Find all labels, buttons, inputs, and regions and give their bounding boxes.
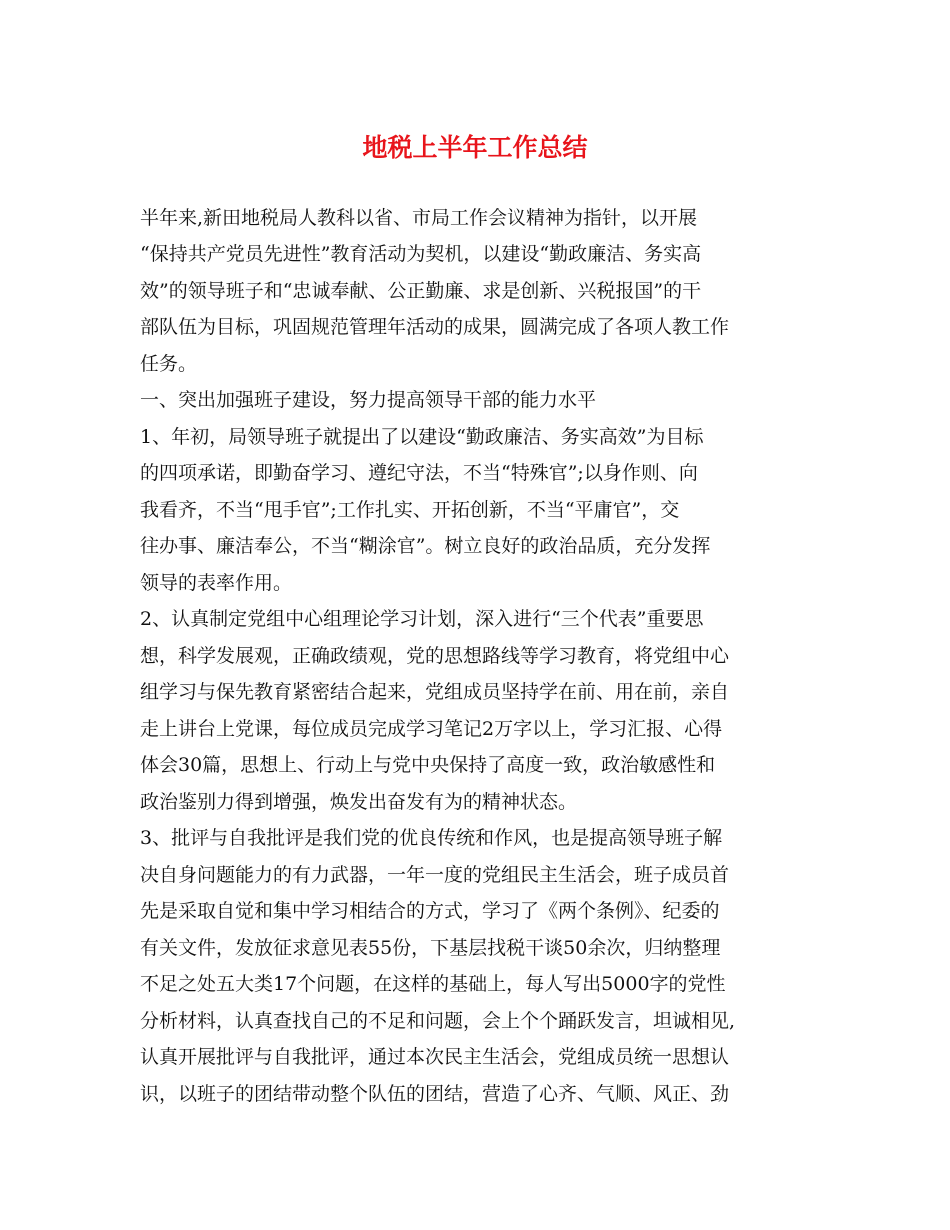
body-line: 的四项承诺，即勤奋学习、遵纪守法，不当“特殊官”;以身作则、向 — [140, 462, 698, 484]
body-line: 2、认真制定党组中心组理论学习计划，深入进行“三个代表”重要思 — [140, 608, 704, 630]
body-line: 1、年初，局领导班子就提出了以建设“勤政廉洁、务实高效”为目标 — [140, 426, 704, 448]
body-line: 认真开展批评与自我批评，通过本次民主生活会，党组成员统一思想认 — [140, 1046, 730, 1068]
body-line: 半年来,新田地税局人教科以省、市局工作会议精神为指针，以开展 — [140, 207, 698, 229]
body-line: 政治鉴别力得到增强，焕发出奋发有为的精神状态。 — [140, 791, 578, 813]
body-line: 不足之处五大类17个问题，在这样的基础上，每人写出5000字的党性 — [140, 973, 726, 995]
body-line: 往办事、廉洁奉公，不当“糊涂官”。树立良好的政治品质，充分发挥 — [140, 535, 711, 557]
body-line: 决自身问题能力的有力武器，一年一度的党组民主生活会，班子成员首 — [140, 864, 730, 886]
section-heading: 一、突出加强班子建设，努力提高领导干部的能力水平 — [140, 389, 597, 411]
document-title: 地税上半年工作总结 — [362, 133, 588, 162]
body-line: 部队伍为目标，巩固规范管理年活动的成果，圆满完成了各项人教工作 — [140, 316, 730, 338]
body-line: 有关文件，发放征求意见表55份，下基层找税干谈50余次，归纳整理 — [140, 937, 721, 959]
body-line: 分析材料，认真查找自己的不足和问题，会上个个踊跃发言，坦诚相见, — [140, 1010, 736, 1032]
body-line: 组学习与保先教育紧密结合起来，党组成员坚持学在前、用在前，亲自 — [140, 681, 730, 703]
body-line: 任务。 — [140, 353, 198, 375]
body-line: 我看齐，不当“甩手官”;工作扎实、开拓创新，不当“平庸官”，交 — [140, 499, 680, 521]
body-line: 效”的领导班子和“忠诚奉献、公正勤廉、求是创新、兴税报国”的干 — [140, 280, 702, 302]
body-line: 领导的表率作用。 — [140, 572, 293, 594]
body-line: 3、批评与自我批评是我们党的优良传统和作风，也是提高领导班子解 — [140, 827, 723, 849]
body-line: “保持共产党员先进性”教育活动为契机，以建设“勤政廉洁、务实高 — [140, 243, 702, 265]
body-line: 体会30篇，思想上、行动上与党中央保持了高度一致，政治敏感性和 — [140, 754, 716, 776]
body-line: 想，科学发展观，正确政绩观，党的思想路线等学习教育，将党组中心 — [140, 645, 730, 667]
body-line: 识，以班子的团结带动整个队伍的团结，营造了心齐、气顺、风正、劲 — [140, 1083, 730, 1105]
body-line: 走上讲台上党课，每位成员完成学习笔记2万字以上，学习汇报、心得 — [140, 718, 723, 740]
body-line: 先是采取自觉和集中学习相结合的方式，学习了《两个条例》、纪委的 — [140, 900, 720, 922]
